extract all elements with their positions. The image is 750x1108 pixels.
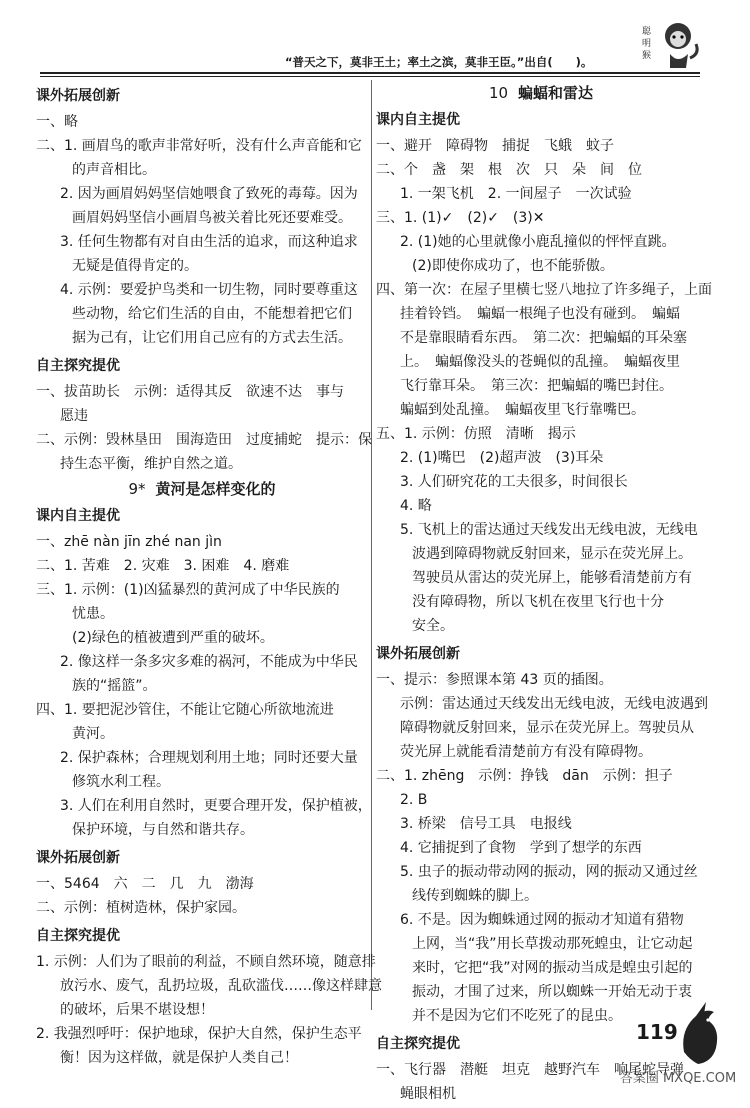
answer-line: 2. (1)嘴巴 (2)超声波 (3)耳朵 <box>400 450 604 466</box>
section-title: 课内自主提优 <box>36 508 120 524</box>
section-title: 课内自主提优 <box>376 112 460 128</box>
answer-line: 波遇到障碍物就反射回来，显示在荧光屏上。 <box>412 546 692 562</box>
answer-line: 1. 示例：人们为了眼前的利益，不顾自然环境，随意排 <box>36 954 376 970</box>
answer-line: 黄河。 <box>72 726 114 742</box>
column-divider <box>371 80 372 1010</box>
svg-text:明: 明 <box>642 39 652 49</box>
answer-line: 振动，才围了过来，所以蜘蛛一开始无动于衷 <box>412 984 692 1000</box>
answer-line: 四、1. 要把泥沙管住，不能让它随心所欲地流进 <box>36 702 334 718</box>
answer-line: 二、个 盏 架 根 次 只 朵 间 位 <box>376 162 642 178</box>
answer-line: 2. 我强烈呼吁：保护地球，保护大自然，保护生态平 <box>36 1026 362 1042</box>
answer-line: 修筑水利工程。 <box>72 774 170 790</box>
answer-line: 3. 人们研究花的工夫很多，时间很长 <box>400 474 628 490</box>
answer-line: 线传到蜘蛛的脚上。 <box>412 888 538 904</box>
answer-line: 的破坏，后果不堪设想！ <box>60 1002 214 1018</box>
answer-line: 驾驶员从雷达的荧光屏上，能够看清楚前方有 <box>412 570 692 586</box>
answer-line: 3. 任何生物都有对自由生活的追求，而这种追求 <box>60 234 358 250</box>
answer-line: 族的“摇篮”。 <box>72 678 157 694</box>
answer-line: 并不是因为它们不吃死了的昆虫。 <box>412 1008 622 1024</box>
answer-line: 2. (1)她的心里就像小鹿乱撞似的怦怦直跳。 <box>400 234 676 250</box>
answer-line: 忧患。 <box>72 606 114 622</box>
answer-line: 三、1. 示例：(1)凶猛暴烈的黄河成了中华民族的 <box>36 582 340 598</box>
answer-line: 二、1. 苦难 2. 灾难 3. 困难 4. 磨难 <box>36 558 290 574</box>
answer-line: 一、提示：参照课本第 43 页的插图。 <box>376 672 613 688</box>
answer-line: 持生态平衡，维护自然之道。 <box>60 456 242 472</box>
answer-line: 一、略 <box>36 114 78 130</box>
chapter-title: 蝙蝠和雷达 <box>518 84 594 102</box>
answer-line: 2. 保护森林；合理规划利用土地；同时还要大量 <box>60 750 358 766</box>
answer-line: 4. 略 <box>400 498 432 514</box>
chapter-number: 9* <box>128 480 146 498</box>
answer-line: 一、飞行器 潜艇 坦克 越野汽车 响尾蛇导弹 <box>376 1062 684 1078</box>
answer-line: 3. 桥梁 信号工具 电报线 <box>400 816 572 832</box>
answer-line: 3. 人们在利用自然时，更要合理开发，保护植被， <box>60 798 372 814</box>
answer-line: 挂着铃铛。 蝙蝠一根绳子也没有碰到。 蝙蝠 <box>400 306 680 322</box>
chapter-heading <box>376 82 706 104</box>
right-column <box>376 80 712 1106</box>
answer-line: 2. B <box>400 792 428 808</box>
answer-line: 示例：雷达通过天线发出无线电波，无线电波遇到 <box>400 696 708 712</box>
answer-line: 2. 像这样一条多灾多难的祸河，不能成为中华民 <box>60 654 358 670</box>
section-title: 自主探究提优 <box>36 358 120 374</box>
answer-line: 5. 飞机上的雷达通过天线发出无线电波，无线电 <box>400 522 698 538</box>
answer-line: 二、1. zhēng 示例：挣钱 dān 示例：担子 <box>376 768 673 784</box>
answer-line: 一、5464 六 二 几 九 渤海 <box>36 876 254 892</box>
answer-line: 上网，当“我”用长草拨动那死蝗虫，让它动起 <box>412 936 693 952</box>
answer-line: 4. 示例：要爱护鸟类和一切生物，同时要尊重这 <box>60 282 358 298</box>
answer-line: 五、1. 示例：仿照 清晰 揭示 <box>376 426 576 442</box>
answer-line: 来时，它把“我”对网的振动当成是蝗虫引起的 <box>412 960 693 976</box>
answer-line: 的声音相比。 <box>72 162 156 178</box>
answer-line: 没有障碍物，所以飞机在夜里飞行也十分 <box>412 594 664 610</box>
answer-line: 放污水、废气，乱扔垃圾，乱砍滥伐……像这样肆意 <box>60 978 382 994</box>
answer-line: 一、拔苗助长 示例：适得其反 欲速不达 事与 <box>36 384 344 400</box>
answer-line: 不是靠眼睛看东西。 第二次：把蝙蝠的耳朵塞 <box>400 330 687 346</box>
answer-line: 一、zhē nàn jīn zhé nan jìn <box>36 534 222 550</box>
header-quote: “普天之下，莫非王土；率土之滨，莫非王臣。”出自( )。 <box>285 55 593 69</box>
answer-line: (2)即使你成功了，也不能骄傲。 <box>412 258 614 274</box>
section-title: 课外拓展创新 <box>36 850 120 866</box>
answer-line: 蝇眼相机 <box>400 1086 456 1102</box>
answer-line: 四、第一次：在屋子里横七竖八地拉了许多绳子，上面 <box>376 282 712 298</box>
section-title: 课外拓展创新 <box>36 88 120 104</box>
answer-line: 些动物，给它们生活的自由，不能想着把它们 <box>72 306 352 322</box>
answer-line: 愿违 <box>60 408 88 424</box>
section-title: 自主探究提优 <box>36 928 120 944</box>
site-watermark: 答案圈 MXQE.COM <box>619 1071 737 1086</box>
answer-line: 荧光屏上就能看清楚前方有没有障碍物。 <box>400 744 652 760</box>
answer-line: 保护环境，与自然和谐共存。 <box>72 822 254 838</box>
section-title: 自主探究提优 <box>376 1036 460 1052</box>
answer-line: (2)绿色的植被遭到严重的破坏。 <box>72 630 274 646</box>
monkey-mascot-icon <box>640 14 702 72</box>
answer-line: 二、1. 画眉鸟的歌声非常好听，没有什么声音能和它 <box>36 138 362 154</box>
answer-line: 1. 一架飞机 2. 一间屋子 一次试验 <box>400 186 632 202</box>
answer-line: 二、示例：毁林垦田 围海造田 过度捕蛇 提示：保 <box>36 432 372 448</box>
page-number: 119 <box>636 1020 678 1044</box>
answer-line: 飞行靠耳朵。 第三次：把蝙蝠的嘴巴封住。 <box>400 378 673 394</box>
svg-text:聪: 聪 <box>642 27 652 37</box>
answer-line: 4. 它捕捉到了食物 学到了想学的东西 <box>400 840 642 856</box>
answer-line: 2. 因为画眉妈妈坚信她喂食了致死的毒莓。因为 <box>60 186 358 202</box>
chapter-title: 黄河是怎样变化的 <box>155 480 276 498</box>
chapter-heading <box>36 478 368 500</box>
chapter-number: 10 <box>488 84 509 102</box>
svg-text:猴: 猴 <box>642 51 652 61</box>
answer-line: 蝙蝠到处乱撞。 蝙蝠夜里飞行靠嘴巴。 <box>400 402 645 418</box>
answer-line: 衡！因为这样做，就是保护人类自己！ <box>60 1050 298 1066</box>
section-title: 课外拓展创新 <box>376 646 460 662</box>
header-rule <box>40 72 700 74</box>
answer-line: 障碍物就反射回来，显示在荧光屏上。驾驶员从 <box>400 720 694 736</box>
answer-line: 画眉妈妈坚信小画眉鸟被关着比死还要难受。 <box>72 210 352 226</box>
answer-line: 无疑是值得肯定的。 <box>72 258 198 274</box>
answer-line: 二、示例：植树造林，保护家园。 <box>36 900 246 916</box>
answer-line: 5. 虫子的振动带动网的振动，网的振动又通过丝 <box>400 864 698 880</box>
answer-line: 三、1. (1)✓ (2)✓ (3)✕ <box>376 210 545 226</box>
answer-line: 6. 不是。因为蜘蛛通过网的振动才知道有猎物 <box>400 912 684 928</box>
left-column <box>36 80 382 1070</box>
answer-line: 一、避开 障碍物 捕捉 飞蛾 蚊子 <box>376 138 614 154</box>
answer-line: 上。 蝙蝠像没头的苍蝇似的乱撞。 蝙蝠夜里 <box>400 354 680 370</box>
answer-line: 据为己有，让它们用自己应有的方式去生活。 <box>72 330 352 346</box>
answer-line: 安全。 <box>412 618 454 634</box>
header-rule-thin <box>40 76 700 77</box>
